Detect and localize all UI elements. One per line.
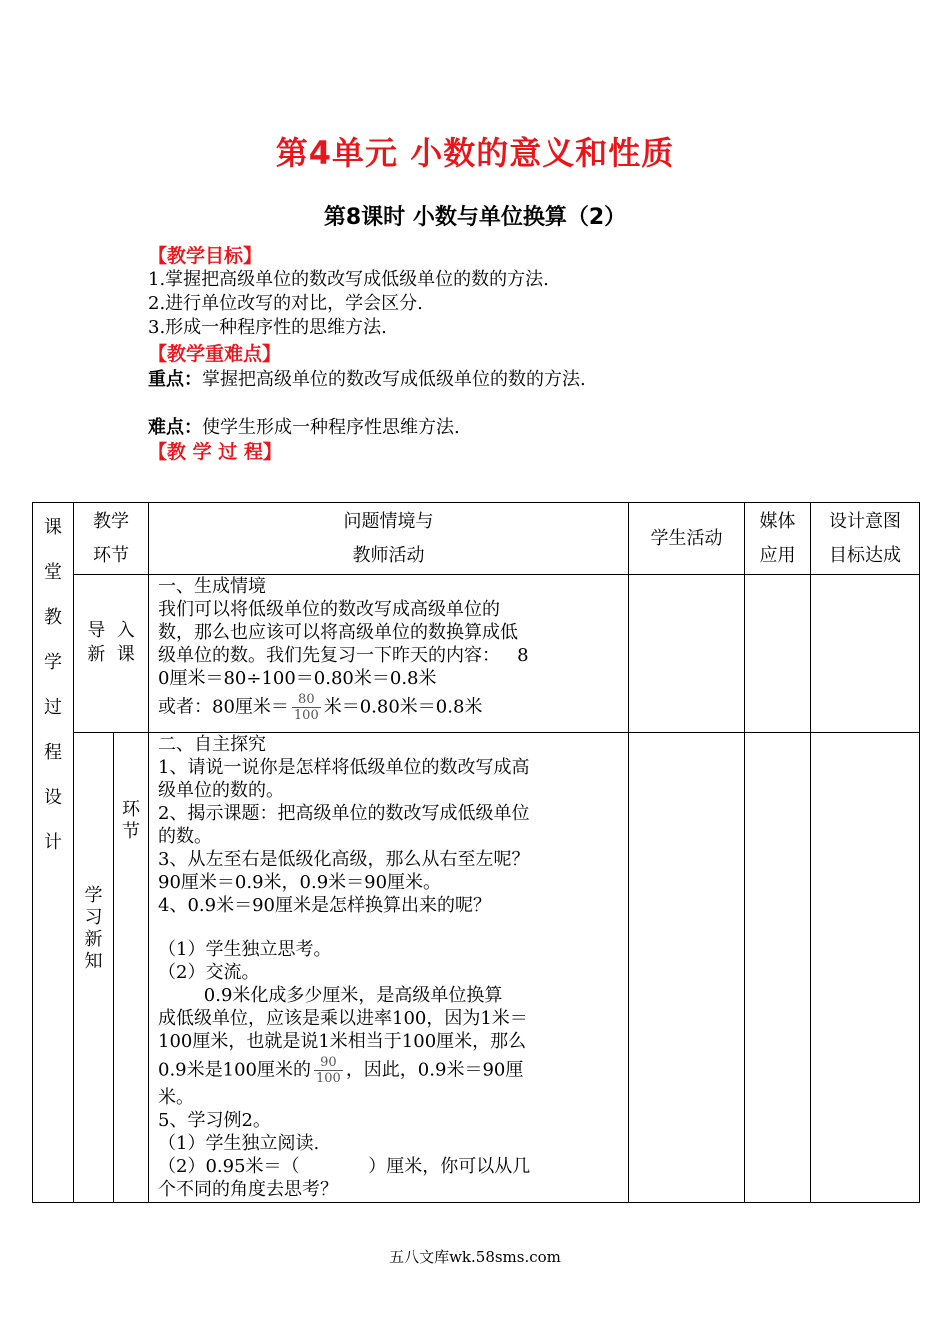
- header-design: 设计意图 目标达成: [811, 503, 920, 575]
- content-line: 0.9米化成多少厘米，是高级单位换算: [158, 985, 503, 1006]
- lesson-subtitle: 第8课时 小数与单位换算（2）: [323, 205, 627, 230]
- content-line: 一、生成情境: [158, 576, 266, 597]
- content-line: 3、从左至右是低级化高级，那么从右至左呢？: [158, 849, 530, 870]
- fraction: $\frac{90}{100}$: [315, 1055, 341, 1086]
- stage-intro-line: 新 课: [87, 644, 135, 665]
- stage-learn-cell: [74, 733, 114, 1203]
- stage-intro-line: 导 入: [87, 620, 135, 641]
- content-line: 我们可以将低级单位的数改写成高级单位的: [158, 599, 500, 620]
- stage-section-label: 环 节: [122, 799, 140, 842]
- content-line: （1）学生独立阅读.: [158, 1133, 320, 1154]
- header-content: 问题情境与 教师活动: [149, 503, 629, 575]
- header-stage: 教学 环节: [74, 503, 149, 575]
- header-media: 媒体 应用: [745, 503, 811, 575]
- content-line: 成低级单位，应该是乘以进率100，因为1米＝: [158, 1008, 528, 1029]
- learn-content-cell: [149, 733, 629, 1203]
- learn-media-cell: [745, 733, 811, 1203]
- content-line: 100厘米，也就是说1米相当于100厘米，那么: [158, 1031, 527, 1052]
- content-line: 级单位的数的。: [158, 780, 284, 801]
- intro-content-cell: [149, 575, 629, 733]
- key-label: 重点：: [148, 369, 202, 390]
- objective-item: 1.掌握把高级单位的数改写成低级单位的数的方法.: [148, 269, 549, 290]
- content-line: 1、请说一说你是怎样将低级单位的数改写成高: [158, 757, 530, 778]
- difficult-point-line: [148, 416, 460, 440]
- objectives-heading: 【教学目标】: [148, 245, 263, 267]
- content-line: 级单位的数。我们先复习一下昨天的内容： 8: [158, 645, 529, 666]
- intro-student-cell: [629, 575, 745, 733]
- content-line: 2、揭示课题：把高级单位的数改写成低级单位: [158, 803, 530, 824]
- difficult-text: 使学生形成一种程序性思维方法.: [202, 417, 460, 438]
- objective-item: 2.进行单位改写的对比，学会区分.: [148, 293, 423, 314]
- key-point-line: [148, 368, 586, 392]
- content-line: （2）0.95米＝（ ）厘米，你可以从几: [158, 1156, 531, 1177]
- key-text: 掌握把高级单位的数改写成低级单位的数的方法.: [202, 369, 586, 390]
- content-line-fraction: 0.9米是100厘米的 $\frac{90}{100}$ ，因此，0.9米＝90厘: [158, 1055, 524, 1086]
- content-line: 个不同的角度去思考？: [158, 1179, 338, 1200]
- fraction: $\frac{80}{100}$: [293, 692, 319, 723]
- content-line: （1）学生独立思考。: [158, 939, 332, 960]
- content-line: 数，那么也应该可以将高级单位的数换算成低: [158, 622, 518, 643]
- header-student-activity: 学生活动: [629, 503, 745, 575]
- intro-design-cell: [811, 575, 920, 733]
- stage-section-cell: [114, 733, 149, 1203]
- content-line: 的数。: [158, 826, 212, 847]
- content-line: 90厘米＝0.9米，0.9米＝90厘米。: [158, 872, 442, 893]
- content-line-fraction: 或者：80厘米＝ $\frac{80}{100}$ 米＝0.80米＝0.8米: [158, 692, 483, 723]
- content-line: 4、0.9米＝90厘米是怎样换算出来的呢？: [158, 895, 491, 916]
- stage-learn-label: 学 习 新 知: [84, 885, 103, 972]
- content-line: 5、学习例2。: [158, 1110, 271, 1131]
- objective-item: 3.形成一种程序性的思维方法.: [148, 317, 387, 338]
- content-line: 二、自主探究: [158, 734, 266, 755]
- key-points-heading: 【教学重难点】: [148, 343, 282, 365]
- footer-watermark: 五八文库wk.58sms.com: [389, 1248, 561, 1266]
- lesson-process-table: [32, 502, 920, 1203]
- content-line: （2）交流。: [158, 962, 260, 983]
- intro-media-cell: [745, 575, 811, 733]
- learn-design-cell: [811, 733, 920, 1203]
- content-line: 0厘米＝80÷100＝0.80米＝0.8米: [158, 668, 437, 689]
- side-label: 课 堂 教 学 过 程 设 计: [44, 517, 62, 853]
- content-line: 米。: [158, 1087, 194, 1108]
- page-title: 第4单元 小数的意义和性质: [275, 134, 675, 172]
- stage-intro-cell: [74, 575, 149, 733]
- side-label-cell: [33, 503, 74, 1203]
- process-heading: 【教 学 过 程】: [148, 441, 282, 463]
- difficult-label: 难点：: [148, 417, 202, 438]
- learn-student-cell: [629, 733, 745, 1203]
